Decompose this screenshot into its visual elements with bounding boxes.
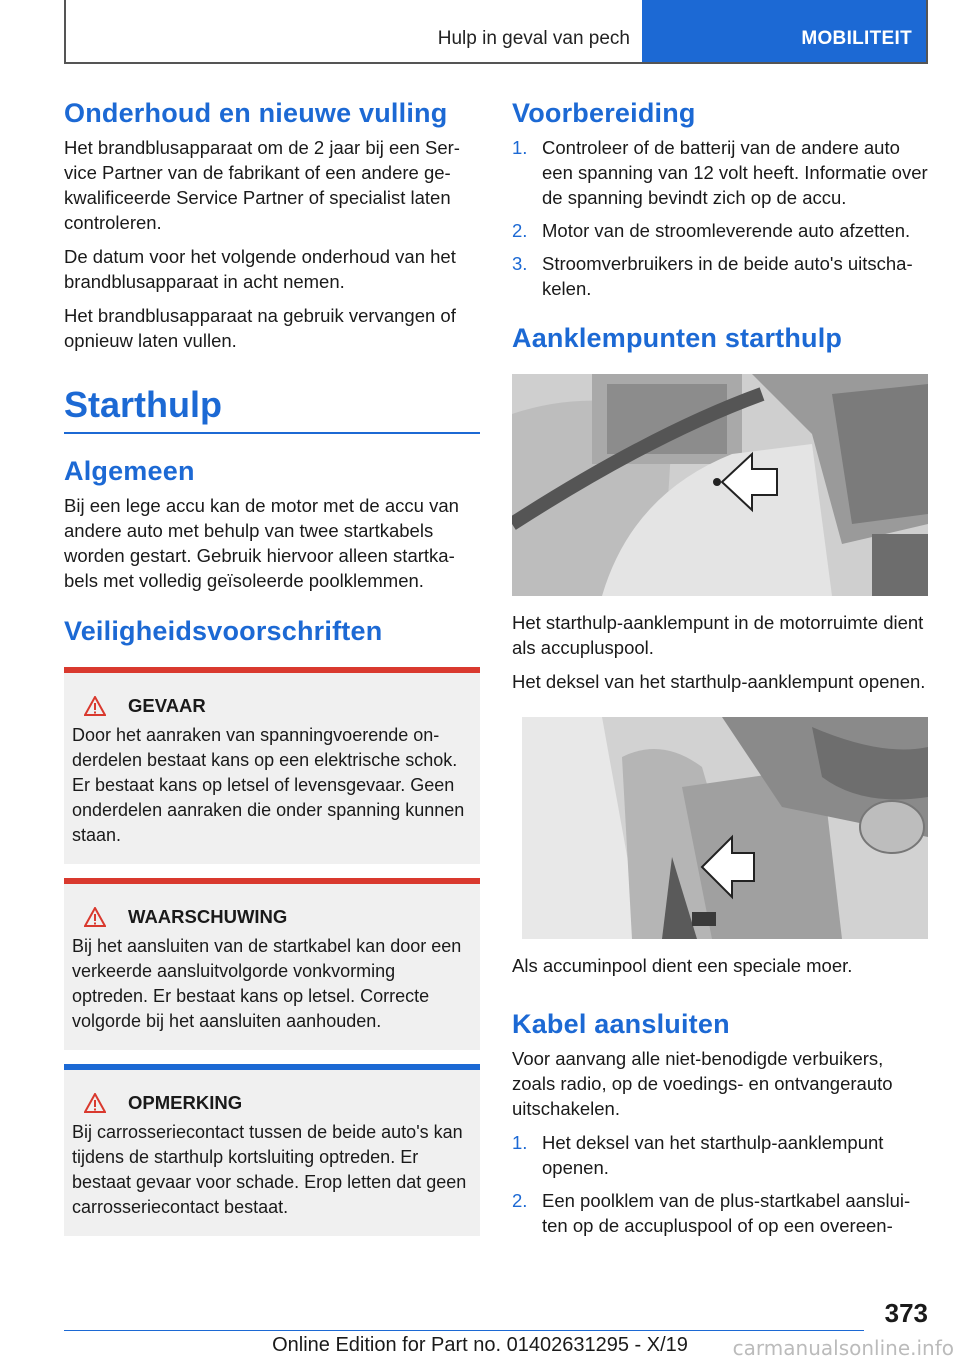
- warning-text: Bij het aansluiten van de startkabel kan door een verkeerde aansluitvolgorde vonkvorming optreden. Er bestaat kans op letsel. Correcte volgorde bij het aansluiten aanhouden.: [72, 936, 462, 1031]
- heading-algemeen: Algemeen: [64, 456, 195, 486]
- warning-triangle-icon: [84, 1093, 106, 1113]
- paragraph: Voor aanvang alle niet-benodigde verbuikers, zoals radio, op de voedings- en ontvangerauto uitschakelen.: [512, 1048, 893, 1119]
- heading-voorbereiding: Voorbereiding: [512, 98, 696, 128]
- heading-kabel: Kabel aansluiten: [512, 1009, 730, 1039]
- warning-title: WAARSCHUWING: [128, 906, 288, 927]
- paragraph: Bij een lege accu kan de motor met de accu van andere auto met behulp van twee startkabels worden gestart. Gebruik hiervoor alleen startkabels met volledig geïsoleerde poolklemmen.: [64, 495, 459, 591]
- warning-box-note: [64, 1064, 480, 1236]
- heading-starthulp: Starthulp: [64, 384, 480, 434]
- list-item: 1. Controleer of de batterij van de andere auto een spanning van 12 volt heeft. Informatie over de spanning bevindt zich op de accu.: [512, 137, 928, 208]
- warning-box-warning: [64, 878, 480, 1050]
- page-header: [64, 0, 928, 64]
- page-number: 373: [884, 1298, 928, 1328]
- warning-title: GEVAAR: [128, 695, 206, 716]
- steps-list: [512, 1130, 928, 1238]
- engine-photo-minus-pole: [522, 717, 928, 939]
- section-title: Hulp in geval van pech: [437, 28, 630, 49]
- list-item: 2. Motor van de stroomleverende auto afzetten.: [512, 220, 911, 241]
- warning-text: Door het aanraken van spanningvoerende onderdelen bestaat kans op een elektrische schok. Er bestaat kans op letsel of levensgevaar. Geen onderdelen aanraken die onder spanning kunnen staan.: [72, 725, 465, 845]
- list-item: 2. Een poolklem van de plus-startkabel aansluiten op de accupluspool of op een overeen-: [512, 1190, 911, 1236]
- left-column: [64, 98, 480, 1236]
- paragraph: Het brandblusapparaat na gebruik vervangen of opnieuw laten vullen.: [64, 305, 456, 351]
- right-column: [512, 98, 928, 1246]
- warning-title: OPMERKING: [128, 1092, 243, 1113]
- heading-aanklempunten: Aanklempunten starthulp: [512, 323, 843, 353]
- heading-veiligheid: Veiligheidsvoorschriften: [64, 616, 383, 646]
- paragraph: Het deksel van het starthulp-aanklempunt openen.: [512, 671, 926, 692]
- heading-onderhoud: Onderhoud en nieuwe vulling: [64, 98, 448, 128]
- chapter-tab: MOBILITEIT: [642, 0, 926, 62]
- warning-triangle-icon: [84, 696, 106, 716]
- list-item: 3. Stroomverbruikers in de beide auto's uitschakelen.: [512, 253, 913, 299]
- prep-list: [512, 135, 928, 301]
- paragraph: Het brandblusapparaat om de 2 jaar bij een Service Partner van de fabrikant of een andere gekwalificeerde Service Partner of specialist laten controleren.: [64, 137, 460, 233]
- paragraph: Het starthulp-aanklempunt in de motorruimte dient als accupluspool.: [512, 612, 924, 658]
- paragraph: Als accuminpool dient een speciale moer.: [512, 955, 853, 976]
- footer-divider: [64, 1330, 864, 1331]
- footer-edition: Online Edition for Part no. 01402631295 - X/19: [272, 1334, 688, 1356]
- warning-box-danger: [64, 667, 480, 864]
- warning-triangle-icon: [84, 907, 106, 927]
- watermark: carmanualsonline.info: [732, 1336, 954, 1360]
- paragraph: De datum voor het volgende onderhoud van het brandblusapparaat in acht nemen.: [64, 246, 456, 292]
- warning-text: Bij carrosseriecontact tussen de beide auto's kan tijdens de starthulp kortsluiting optreden. Er bestaat gevaar voor schade. Erop letten dat geen carrosseriecontact bestaat.: [72, 1122, 467, 1217]
- list-item: 1. Het deksel van het starthulp-aanklempunt openen.: [512, 1132, 884, 1178]
- engine-photo-plus-pole: [512, 374, 928, 596]
